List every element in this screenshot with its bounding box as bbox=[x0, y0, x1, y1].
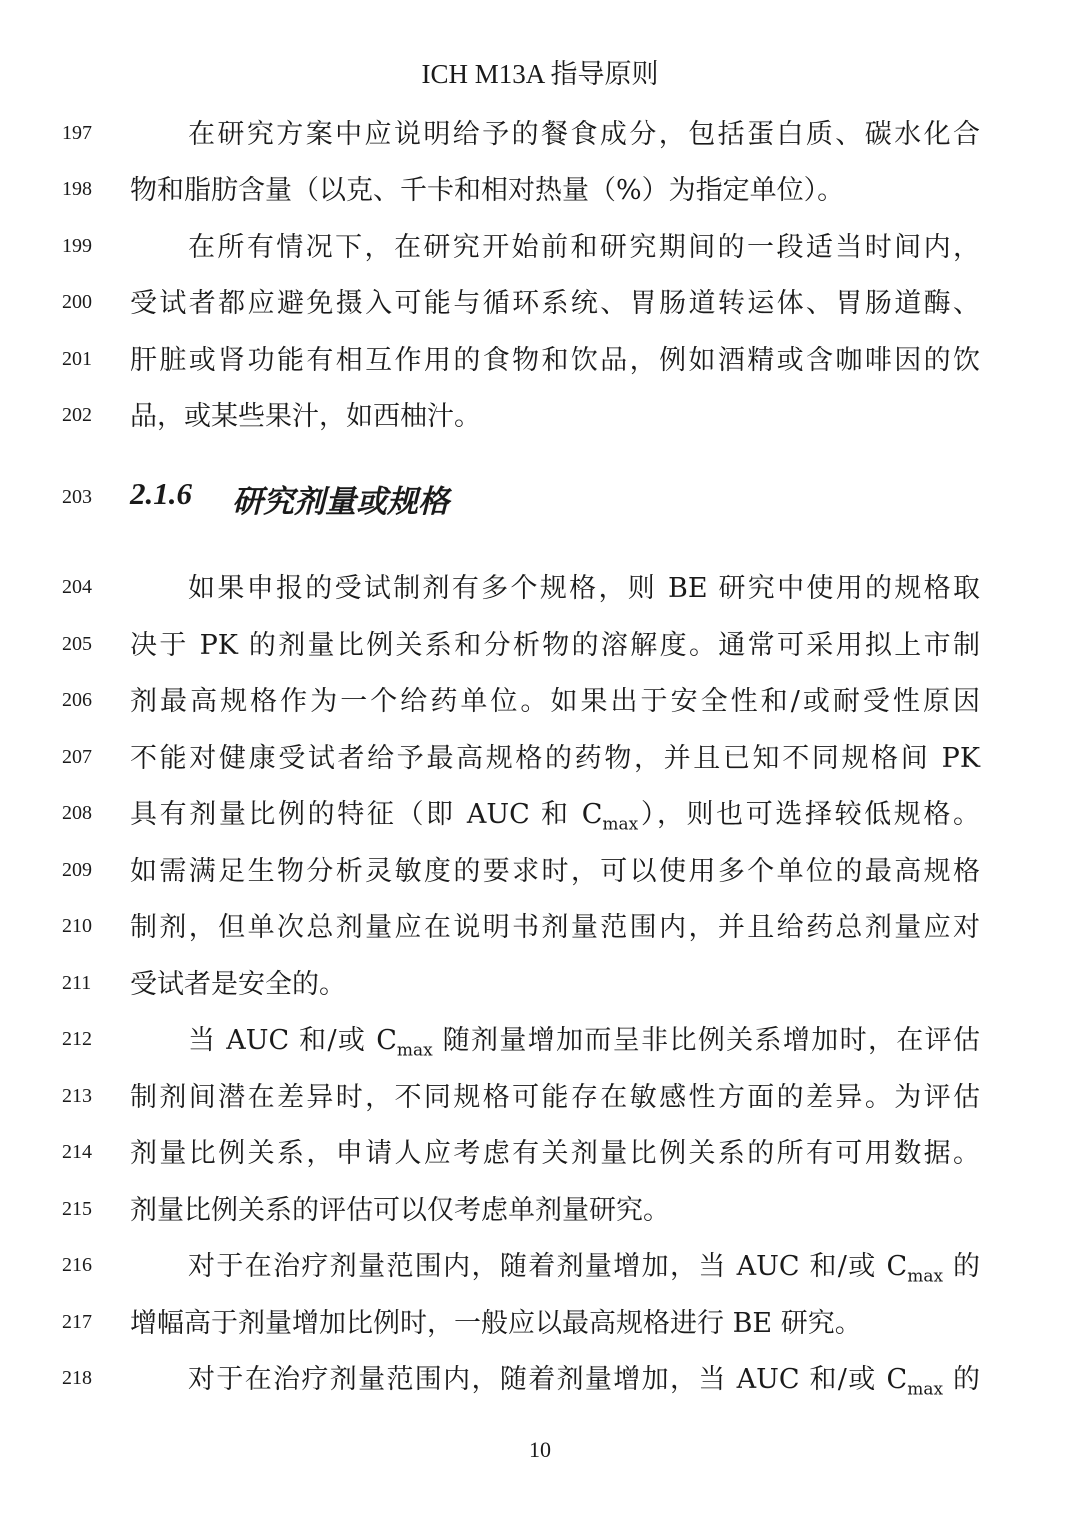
paragraph-text: 肝脏或肾功能有相互作用的食物和饮品，例如酒精或含咖啡因的饮 bbox=[130, 345, 980, 376]
line-number: 205 bbox=[62, 633, 92, 655]
paragraph-text: 品，或某些果汁，如西柚汁。 bbox=[130, 401, 481, 432]
paragraph-text bbox=[188, 1244, 980, 1286]
text-line bbox=[0, 566, 1080, 606]
line-number: 203 bbox=[62, 486, 92, 508]
paragraph-text: 如需满足生物分析灵敏度的要求时，可以使用多个单位的最高规格 bbox=[130, 856, 980, 887]
text-line bbox=[0, 1357, 1080, 1400]
line-number: 206 bbox=[62, 689, 92, 711]
text-line bbox=[0, 905, 1080, 945]
page-number: 10 bbox=[529, 1437, 551, 1462]
subscript: max bbox=[602, 814, 639, 835]
line-number: 201 bbox=[62, 348, 92, 370]
text-line bbox=[0, 792, 1080, 835]
section-title: 研究剂量或规格 bbox=[232, 484, 449, 520]
line-number: 210 bbox=[62, 915, 92, 937]
paragraph-text: 不能对健康受试者给予最高规格的药物，并且已知不同规格间 PK bbox=[130, 743, 980, 774]
text-line bbox=[0, 1301, 1080, 1341]
text-line bbox=[0, 679, 1080, 719]
line-number: 211 bbox=[62, 972, 92, 994]
subscript: max bbox=[907, 1379, 944, 1400]
text-line bbox=[0, 281, 1080, 321]
line-number: 197 bbox=[62, 122, 92, 144]
paragraph-text: 受试者是安全的。 bbox=[130, 969, 346, 1000]
section-number: 2.1.6 bbox=[130, 476, 192, 511]
line-number: 213 bbox=[62, 1085, 92, 1107]
paragraph-text: 制剂间潜在差异时，不同规格可能存在敏感性方面的差异。为评估 bbox=[130, 1082, 980, 1113]
text-segment: 具有剂量比例的特征（即 AUC 和 C bbox=[130, 799, 603, 830]
paragraph-text: 如果申报的受试制剂有多个规格，则 BE 研究中使用的规格取 bbox=[188, 573, 980, 604]
line-number: 212 bbox=[62, 1028, 92, 1050]
subscript: max bbox=[396, 1040, 433, 1061]
line-number: 200 bbox=[62, 291, 92, 313]
text-segment: 随剂量增加而呈非比例关系增加时，在评估 bbox=[432, 1025, 980, 1056]
line-number: 209 bbox=[62, 859, 92, 881]
line-number: 216 bbox=[62, 1254, 92, 1276]
paragraph-text: 剂量比例关系，申请人应考虑有关剂量比例关系的所有可用数据。 bbox=[130, 1138, 980, 1169]
text-line bbox=[0, 736, 1080, 776]
paragraph-text: 制剂，但单次总剂量应在说明书剂量范围内，并且给药总剂量应对 bbox=[130, 912, 980, 943]
line-number: 207 bbox=[62, 746, 92, 768]
line-number: 215 bbox=[62, 1198, 92, 1220]
text-segment: 对于在治疗剂量范围内，随着剂量增加，当 AUC 和/或 C bbox=[188, 1251, 908, 1282]
text-line bbox=[0, 1075, 1080, 1115]
line-number: 214 bbox=[62, 1141, 92, 1163]
text-line bbox=[0, 623, 1080, 663]
line-number: 199 bbox=[62, 235, 92, 257]
line-number: 217 bbox=[62, 1311, 92, 1333]
paragraph-text: 剂量比例关系的评估可以仅考虑单剂量研究。 bbox=[130, 1195, 670, 1226]
line-number: 198 bbox=[62, 178, 92, 200]
text-line bbox=[0, 338, 1080, 378]
line-number: 208 bbox=[62, 802, 92, 824]
text-line bbox=[0, 849, 1080, 889]
text-line bbox=[0, 1188, 1080, 1228]
text-segment: ），则也可选择较低规格。 bbox=[638, 799, 980, 830]
subscript: max bbox=[907, 1266, 944, 1287]
text-segment: 的 bbox=[943, 1251, 980, 1282]
paragraph-text: 物和脂肪含量（以克、千卡和相对热量（%）为指定单位）。 bbox=[130, 175, 845, 206]
text-line bbox=[0, 168, 1080, 208]
paragraph-text: 剂最高规格作为一个给药单位。如果出于安全性和/或耐受性原因 bbox=[130, 686, 980, 717]
text-segment: 的 bbox=[943, 1364, 980, 1395]
text-line bbox=[0, 112, 1080, 152]
paragraph-text bbox=[188, 1018, 980, 1060]
line-number: 204 bbox=[62, 576, 92, 598]
paragraph-text bbox=[130, 792, 980, 834]
text-line bbox=[0, 962, 1080, 1002]
paragraph-text: 在研究方案中应说明给予的餐食成分，包括蛋白质、碳水化合 bbox=[188, 119, 980, 150]
text-line bbox=[0, 1244, 1080, 1287]
paragraph-text: 受试者都应避免摄入可能与循环系统、胃肠道转运体、胃肠道酶、 bbox=[130, 288, 980, 319]
text-line bbox=[0, 1018, 1080, 1061]
text-line bbox=[0, 1131, 1080, 1171]
document-header: ICH M13A 指导原则 bbox=[421, 59, 659, 89]
section-heading bbox=[0, 476, 1080, 520]
line-number: 202 bbox=[62, 404, 92, 426]
text-segment: 当 AUC 和/或 C bbox=[188, 1025, 397, 1056]
paragraph-text: 增幅高于剂量增加比例时，一般应以最高规格进行 BE 研究。 bbox=[130, 1308, 862, 1339]
text-line bbox=[0, 225, 1080, 265]
text-segment: 对于在治疗剂量范围内，随着剂量增加，当 AUC 和/或 C bbox=[188, 1364, 908, 1395]
paragraph-text: 在所有情况下，在研究开始前和研究期间的一段适当时间内， bbox=[188, 232, 980, 263]
paragraph-text: 决于 PK 的剂量比例关系和分析物的溶解度。通常可采用拟上市制 bbox=[130, 630, 980, 661]
text-line bbox=[0, 394, 1080, 434]
line-number: 218 bbox=[62, 1367, 92, 1389]
paragraph-text bbox=[188, 1357, 980, 1399]
